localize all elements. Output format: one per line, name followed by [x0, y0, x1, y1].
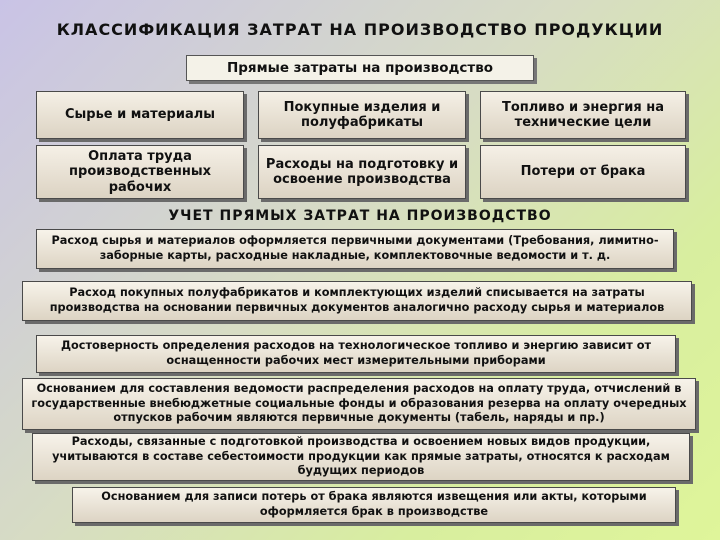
note-preparation: Расходы, связанные с подготовкой производства и освоением новых видов продукции, учитываются в составе себестоимости продукции как прямые затраты, относятся к расходам будущих периодов — [32, 433, 690, 481]
note-defects: Основанием для записи потерь от брака являются извещения или акты, которыми оформляется брак в производстве — [72, 487, 676, 523]
note-labor: Основанием для составления ведомости распределения расходов на оплату труда, отчислений в государственные внебюджетные социальные фонды и образования резерва на оплату очередных отпусков рабочим являются первичные документы (табель, наряды и пр.) — [22, 378, 696, 430]
category-preparation: Расходы на подготовку и освоение производства — [258, 145, 466, 199]
note-purchased-items: Расход покупных полуфабрикатов и комплектующих изделий списывается на затраты производства на основании первичных документов аналогично расходу сырья и материалов — [22, 281, 692, 321]
category-purchased-items: Покупные изделия и полуфабрикаты — [258, 91, 466, 139]
category-defects: Потери от брака — [480, 145, 686, 199]
page-title: КЛАССИФИКАЦИЯ ЗАТРАТ НА ПРОИЗВОДСТВО ПРОДУКЦИИ — [56, 20, 664, 39]
note-raw-materials: Расход сырья и материалов оформляется первичными документами (Требования, лимитно-заборные карты, расходные накладные, комплектовочные ведомости и т. д. — [36, 229, 674, 269]
section-title: УЧЕТ ПРЯМЫХ ЗАТРАТ НА ПРОИЗВОДСТВО — [168, 208, 552, 224]
category-raw-materials: Сырье и материалы — [36, 91, 244, 139]
category-labor: Оплата труда производственных рабочих — [36, 145, 244, 199]
category-fuel-energy: Топливо и энергия на технические цели — [480, 91, 686, 139]
direct-costs-header: Прямые затраты на производство — [186, 55, 534, 81]
note-fuel-energy: Достоверность определения расходов на технологическое топливо и энергию зависит от оснащенности рабочих мест измерительными приборами — [36, 335, 676, 373]
